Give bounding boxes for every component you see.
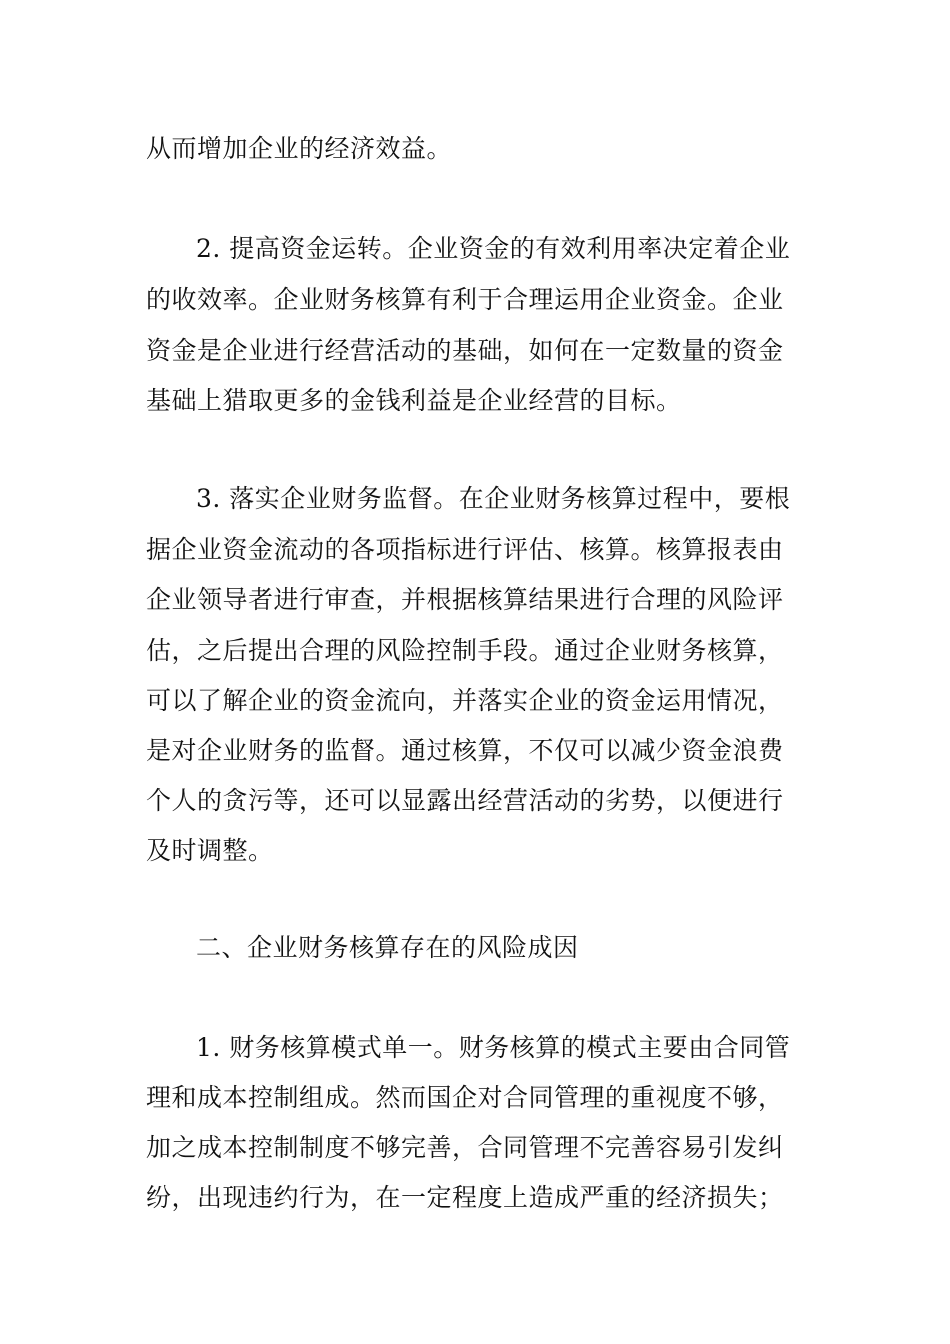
text-line-15: 1. 财务核算模式单一。财务核算的模式主要由合同管 bbox=[196, 1033, 791, 1062]
text-line-10: 可以了解企业的资金流向，并落实企业的资金运用情况， bbox=[146, 686, 784, 715]
text-line-1: 从而增加企业的经济效益。 bbox=[146, 134, 453, 163]
text-line-9: 估，之后提出合理的风险控制手段。通过企业财务核算， bbox=[146, 636, 784, 665]
text-line-8: 企业领导者进行审查，并根据核算结果进行合理的风险评 bbox=[146, 585, 784, 614]
text-line-11: 是对企业财务的监督。通过核算，不仅可以减少资金浪费 bbox=[146, 736, 784, 765]
text-line-4: 资金是企业进行经营活动的基础，如何在一定数量的资金 bbox=[146, 336, 784, 365]
text-line-17: 加之成本控制制度不够完善，合同管理不完善容易引发纠 bbox=[146, 1133, 784, 1162]
text-line-6: 3. 落实企业财务监督。在企业财务核算过程中，要根 bbox=[196, 484, 791, 513]
text-line-13: 及时调整。 bbox=[146, 836, 274, 865]
text-line-12: 个人的贪污等，还可以显露出经营活动的劣势，以便进行 bbox=[146, 786, 784, 815]
text-line-2: 2. 提高资金运转。企业资金的有效利用率决定着企业 bbox=[196, 234, 791, 263]
text-line-16: 理和成本控制组成。然而国企对合同管理的重视度不够， bbox=[146, 1083, 784, 1112]
text-line-5: 基础上猎取更多的金钱利益是企业经营的目标。 bbox=[146, 386, 682, 415]
text-line-3: 的收效率。企业财务核算有利于合理运用企业资金。企业 bbox=[146, 285, 784, 314]
section-heading: 二、企业财务核算存在的风险成因 bbox=[196, 933, 579, 962]
text-line-7: 据企业资金流动的各项指标进行评估、核算。核算报表由 bbox=[146, 535, 784, 564]
text-line-18: 纷，出现违约行为，在一定程度上造成严重的经济损失； bbox=[146, 1183, 784, 1212]
